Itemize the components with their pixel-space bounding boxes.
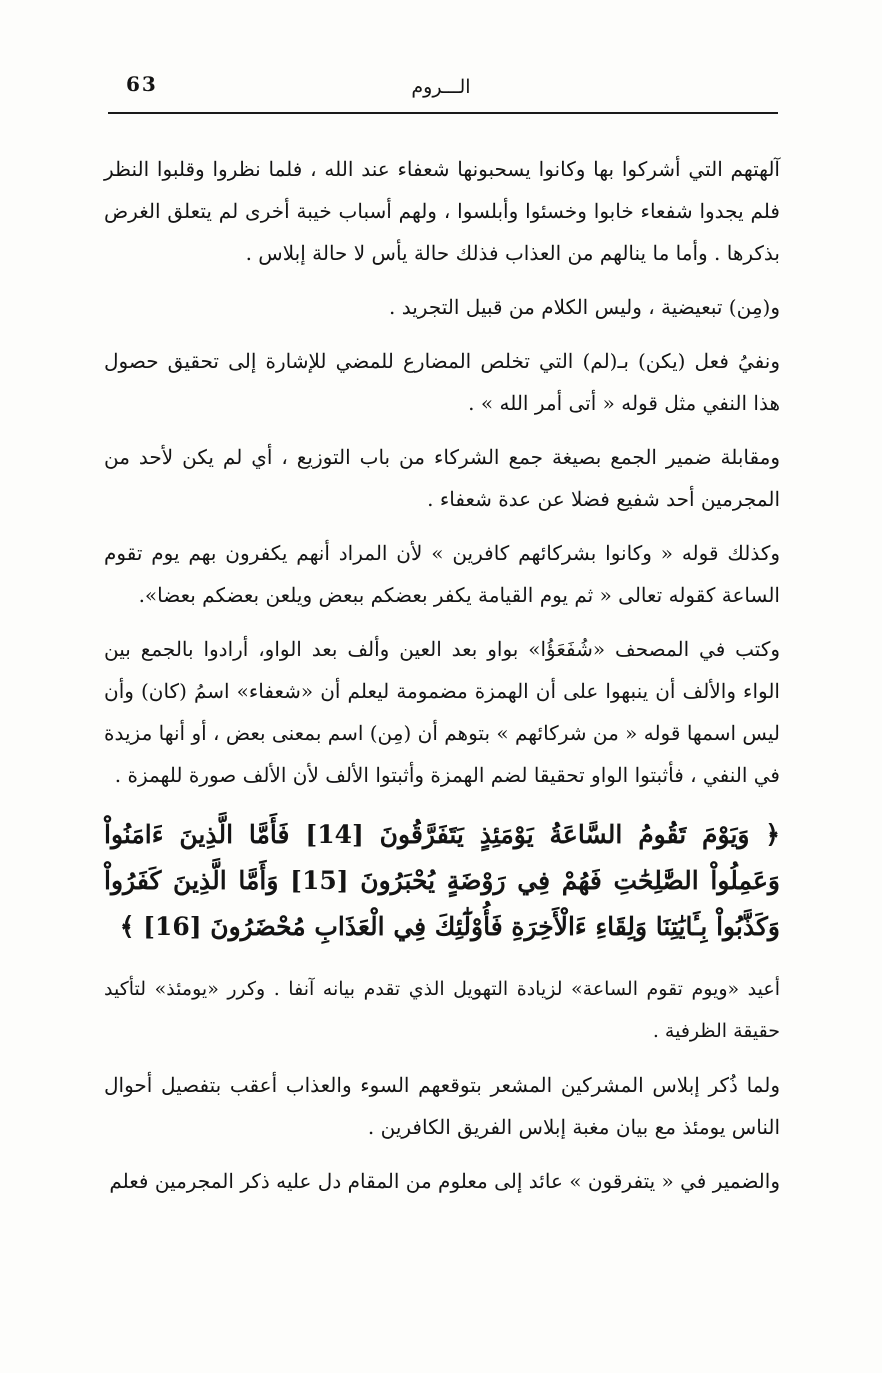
paragraph-3: ونفيُ فعل (يكن) بـ(لم) التي تخلص المضارع للمضي للإشارة إلى تحقيق حصول هذا النفي مثل قوله « أتى أمر الله » . bbox=[104, 349, 780, 415]
page-number: 63 bbox=[126, 72, 158, 96]
header-rule bbox=[108, 112, 778, 114]
paragraph-2: و(مِن) تبعيضية ، وليس الكلام من قبيل التجريد . bbox=[389, 295, 780, 319]
commentary-2: ولما ذُكر إبلاس المشركين المشعر بتوقعهم السوء والعذاب أعقب بتفصيل أحوال الناس يومئذ مع بيان مغبة إبلاس الفريق الكافرين . bbox=[104, 1073, 780, 1139]
paragraph-6: وكتب في المصحف «شُفَعَؤُا» بواو بعد العين وألف بعد الواو، أرادوا بالجمع بين الواء والألف أن ينبهوا على أن الهمزة مضمومة ليعلم أن «شعفاء» اسمُ (كان) وأن ليس اسمها قوله « من شركائهم » بتوهم أن (مِن) اسم بمعنى بعض ، أو أنها مزيدة في النفي ، فأثبتوا الواو تحقيقا لضم الهمزة وأثبتوا الألف لأن الألف صورة للهمزة . bbox=[104, 637, 780, 787]
paragraph-5: وكذلك قوله « وكانوا بشركائهم كافرين » لأن المراد أنهم يكفرون بهم يوم تقوم الساعة كقوله تعالى « ثم يوم القيامة يكفر بعضكم ببعض ويلعن بعضكم بعضا». bbox=[104, 541, 780, 607]
quran-verse: ﴿ وَيَوْمَ تَقُومُ السَّاعَةُ يَوْمَئِذٍ يَتَفَرَّقُونَ [14] فَأَمَّا الَّذِينَ ءَامَنُواْ وَعَمِلُواْ الصَّٰلِحَٰتِ فَهُمْ فِي رَوْضَةٍ يُحْبَرُونَ [15] وَأَمَّا الَّذِينَ كَفَرُواْ وَكَذَّبُواْ بِـَٔايَٰتِنَا وَلِقَاءِ ءَالْأَخِرَةِ فَأُوْلَٰٓئِكَ فِي الْعَذَابِ مُحْضَرُونَ [16] ﴾ bbox=[104, 820, 780, 941]
page-body bbox=[104, 148, 780, 1214]
commentary-3: والضمير في « يتفرقون » عائد إلى معلوم من المقام دل عليه ذكر المجرمين فعلم bbox=[109, 1169, 780, 1193]
paragraph-1: آلهتهم التي أشركوا بها وكانوا يسحبونها شعفاء عند الله ، فلما نظروا وقلبوا النظر فلم يجدوا شفعاء خابوا وخسئوا وأبلسوا ، ولهم أسباب خيبة أخرى لم يتعلق الغرض بذكرها . وأما ما ينالهم من العذاب فذلك حالة يأس لا حالة إبلاس . bbox=[104, 157, 780, 265]
commentary-1: أعيد «ويوم تقوم الساعة» لزيادة التهويل الذي تقدم بيانه آنفا . وكرر «يومئذ» لتأكيد حقيقة الظرفية . bbox=[104, 978, 780, 1042]
running-title: الـــروم bbox=[411, 76, 471, 98]
paragraph-4: ومقابلة ضمير الجمع بصيغة جمع الشركاء من باب التوزيع ، أي لم يكن لأحد من المجرمين أحد شفيع فضلا عن عدة شعفاء . bbox=[104, 445, 780, 511]
